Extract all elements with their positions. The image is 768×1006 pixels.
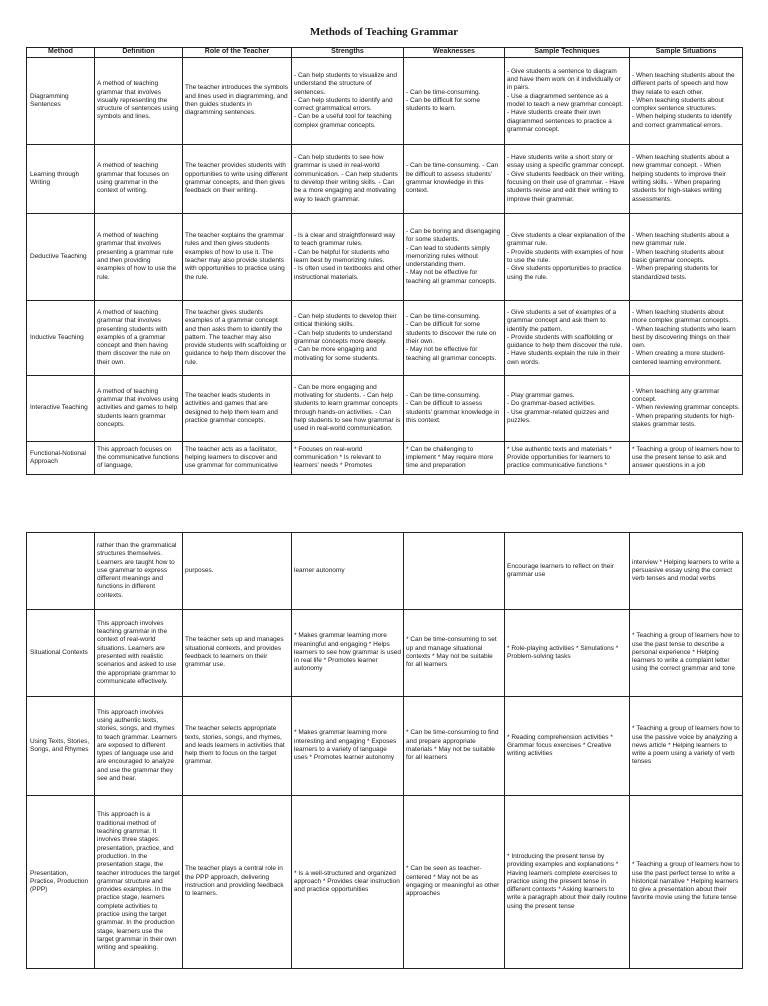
cell-text: This approach focuses on the communicative functions of language, — [97, 445, 180, 470]
cell-text: Using Texts, Stories, Songs, and Rhymes — [30, 737, 90, 753]
cell-text: * Teaching a group of learners how to use the past perfect tense to write a historical narrative * Helping learners to give a presentation about their favorite movie using the future tense — [632, 861, 740, 902]
cell-text: - Can be time-consuming. - Can be difficult to assess students' grammar knowledge in this context. — [406, 162, 499, 195]
cell-role — [183, 442, 292, 475]
cell-weaknesses — [404, 145, 505, 214]
cell-techniques — [505, 301, 630, 376]
cell-role — [183, 610, 292, 697]
cell-text: interview * Helping learners to write a persuasive essay using the correct verb tenses and modal verbs — [632, 558, 740, 583]
cell-definition — [95, 376, 183, 442]
cell-text: - Can be time-consuming. - Can be difficult to assess students' grammar knowledge in this context. — [406, 391, 500, 424]
cell-techniques — [505, 58, 630, 145]
table-row — [27, 442, 743, 475]
cell-text: - When teaching students about a new grammar concept. - When helping students to improve their writing skills. - When preparing students for high-stakes writing assessments. — [632, 154, 730, 203]
cell-text: * Teaching a group of learners how to use the passive voice by analyzing a news article * Helping learners to write a poem using a variety of verb tenses — [632, 725, 740, 766]
cell-strengths — [292, 796, 404, 969]
cell-text: The teacher explains the grammar rules and then gives students examples of how to use it. The teacher may also provide students with opportunities to practice using the rule. — [185, 232, 285, 281]
cell-situations — [630, 58, 743, 145]
header-method: Method — [27, 48, 95, 58]
cell-role — [183, 697, 292, 796]
cell-text: - Can help students to see how grammar is used in real-world communication. - Can help students to develop their writing skills. - Can be a more engaging and motivating way to teach grammar. — [294, 154, 398, 203]
table-row — [27, 610, 743, 697]
cell-text: * Role-playing activities * Simulations * Problem-solving tasks — [507, 644, 619, 660]
cell-strengths — [292, 214, 404, 301]
cell-text: - Give students a sentence to diagram and have them work on it individually or in pairs. - Use a diagrammed sentence as a model to teach a new grammar concept. - Have students create their own diagrammed sentences to practice a grammar concept. — [507, 67, 623, 133]
cell-method — [27, 58, 95, 145]
cell-techniques — [505, 442, 630, 475]
cell-text: A method of teaching grammar that involves visually representing the structure of sentences using symbols and lines. — [97, 80, 179, 121]
cell-text: The teacher plays a central role in the PPP approach, delivering instruction and providing feedback to learners. — [185, 865, 284, 898]
cell-techniques — [505, 697, 630, 796]
cell-text: * Is a well-structured and organized approach * Provides clear instruction and practice opportunities — [294, 869, 400, 894]
cell-text: rather than the grammatical structures themselves. Learners are taught how to use grammar to express different meanings and functions in different contexts. — [97, 541, 177, 599]
cell-techniques — [505, 376, 630, 442]
cell-method — [27, 145, 95, 214]
cell-text: * Can be time-consuming to find and prepare appropriate materials * May not be suitable for all learners — [406, 729, 499, 762]
cell-method — [27, 533, 95, 610]
table-row — [27, 376, 743, 442]
cell-strengths — [292, 301, 404, 376]
cell-role — [183, 145, 292, 214]
cell-method — [27, 301, 95, 376]
cell-text: - Give students a set of examples of a grammar concept and ask them to identify the pattern. - Provide students with scaffolding or guidance to help them discover the rule. - Have students explain the rule in their own words. — [507, 308, 623, 366]
cell-text: * Teaching a group of learners how to use the past tense to describe a personal experience * Helping learners to write a complaint letter using the correct grammar and tone — [632, 632, 740, 673]
cell-weaknesses — [404, 610, 505, 697]
cell-definition — [95, 610, 183, 697]
cell-weaknesses — [404, 214, 505, 301]
cell-text: - Have students write a short story or essay using a specific grammar concept. - Give students feedback on their writing, focusing on their use of grammar. - Have students revise and edit their writing to improve their grammar. — [507, 154, 625, 203]
cell-text: A method of teaching grammar that involves using activities and games to help students learn grammar concepts. — [97, 387, 179, 428]
cell-text: - Can be boring and disengaging for some students. - Can lead to students simply memorizing rules without understanding them. - May not be effective for teaching all grammar concepts. — [406, 227, 501, 285]
cell-strengths — [292, 533, 404, 610]
cell-situations — [630, 145, 743, 214]
cell-text: - Can be time-consuming. - Can be difficult for some students to learn. — [406, 88, 481, 113]
cell-weaknesses — [404, 58, 505, 145]
cell-techniques — [505, 214, 630, 301]
cell-text: - Can be more engaging and motivating for students. - Can help students to learn grammar concepts through hands-on activities. - Can help students to see how grammar is used in real-world communication. — [294, 383, 401, 433]
cell-text: Interactive Teaching — [30, 404, 88, 412]
cell-strengths — [292, 610, 404, 697]
cell-text: - When teaching students about more complex grammar concepts. - When teaching students who learn best by discovering things on their own. - When creating a more student-centered learning environment. — [632, 308, 736, 366]
document-title: Methods of Teaching Grammar — [309, 26, 459, 38]
cell-text: Learning through Writing — [30, 170, 80, 186]
cell-text: The teacher sets up and manages situational contexts, and provides feedback to learners on their grammar use. — [185, 636, 284, 669]
cell-text: A method of teaching grammar that focuses on using grammar in the context of writing. — [97, 162, 169, 195]
cell-weaknesses — [404, 533, 505, 610]
header-weaknesses: Weaknesses — [404, 48, 505, 58]
cell-method — [27, 697, 95, 796]
cell-weaknesses — [404, 376, 505, 442]
cell-text: Deductive Teaching — [30, 252, 87, 260]
cell-text: This approach is a traditional method of teaching grammar. It involves three stages: presentation, practice, and production. In the presentation stage, the teacher introduces the target grammar structure and provides examples. In the practice stage, learners complete activities to practice using the target grammar. In the production stage, learners use the target grammar in their own writing and speaking. — [97, 811, 180, 952]
table-row — [27, 301, 743, 376]
cell-definition — [95, 796, 183, 969]
table-row — [27, 58, 743, 145]
cell-text: A method of teaching grammar that involves presenting a grammar rule and then providing examples of how to use the rule. — [97, 232, 177, 281]
cell-text: * Introducing the present tense by providing examples and explanations * Having learners complete exercises to practice using the present tense in different contexts * Asking learners to write a paragraph about their daily routine using the present tense — [507, 852, 627, 910]
cell-techniques — [505, 796, 630, 969]
cell-text: The teacher selects appropriate texts, stories, songs, and rhymes, and leads learners in activities that help them to focus on the target grammar. — [185, 725, 285, 766]
cell-method — [27, 610, 95, 697]
cell-role — [183, 58, 292, 145]
header-strengths: Strengths — [292, 48, 404, 58]
cell-techniques — [505, 533, 630, 610]
cell-text: * Can be seen as teacher-centered * May not be as engaging or meaningful as other approaches — [406, 865, 500, 898]
cell-role — [183, 301, 292, 376]
cell-techniques — [505, 145, 630, 214]
cell-weaknesses — [404, 796, 505, 969]
cell-definition — [95, 442, 183, 475]
cell-text: * Can be time-consuming to set up and manage situational contexts * May not be suitable for all learners — [406, 636, 497, 669]
cell-text: Situational Contexts — [30, 648, 88, 656]
header-definition: Definition — [95, 48, 183, 58]
grammar-methods-table-part2 — [26, 532, 743, 969]
cell-text: - Can help students to develop their critical thinking skills. - Can help students to understand grammar concepts more deeply. - Can be more engaging and motivating for some students. — [294, 313, 397, 362]
cell-strengths — [292, 58, 404, 145]
cell-role — [183, 376, 292, 442]
cell-text: Encourage learners to reflect on their grammar use — [507, 562, 614, 578]
cell-text: Presentation, Practice, Production (PPP) — [30, 869, 89, 894]
cell-text: Inductive Teaching — [30, 333, 84, 341]
cell-text: learner autonomy — [294, 566, 345, 574]
cell-strengths — [292, 697, 404, 796]
cell-definition — [95, 214, 183, 301]
cell-method — [27, 214, 95, 301]
cell-role — [183, 214, 292, 301]
cell-text: * Can be challenging to implement * May require more time and preparation — [406, 445, 494, 470]
cell-definition — [95, 697, 183, 796]
cell-text: - Is a clear and straightforward way to teach grammar rules. - Can be helpful for students who learn best by memorizing rules. - Is often used in textbooks and other instructional materials. — [294, 232, 401, 281]
cell-role — [183, 533, 292, 610]
cell-situations — [630, 697, 743, 796]
cell-role — [183, 796, 292, 969]
table-row — [27, 145, 743, 214]
cell-text: - Can help students to visualize and understand the structure of sentences. - Can help students to identify and correct grammatical errors. - Can be a useful tool for teaching complex grammar concepts. — [294, 71, 397, 129]
cell-text: purposes. — [185, 566, 214, 574]
cell-techniques — [505, 610, 630, 697]
cell-situations — [630, 214, 743, 301]
grammar-methods-table-part1 — [26, 47, 743, 475]
cell-situations — [630, 610, 743, 697]
header-role: Role of the Teacher — [183, 48, 292, 58]
cell-text: The teacher gives students examples of a grammar concept and then asks them to identify the pattern. The teacher may also provide students with scaffolding or guidance to help them discover the rule. — [185, 308, 287, 366]
cell-weaknesses — [404, 301, 505, 376]
cell-strengths — [292, 376, 404, 442]
cell-text: Functional-Notional Approach — [30, 449, 87, 465]
cell-text: * Makes grammar learning more interesting and engaging * Exposes learners to a variety of language uses * Promotes learner autonomy — [294, 729, 397, 762]
cell-text: Diagramming Sentences — [30, 92, 69, 108]
cell-text: * Teaching a group of learners how to use the present tense to ask and answer questions in a job — [632, 445, 740, 470]
cell-method — [27, 796, 95, 969]
cell-situations — [630, 376, 743, 442]
cell-text: * Reading comprehension activities * Grammar focus exercises * Creative writing activities — [507, 733, 613, 758]
cell-definition — [95, 145, 183, 214]
cell-situations — [630, 301, 743, 376]
table-row — [27, 533, 743, 610]
cell-weaknesses — [404, 697, 505, 796]
cell-text: - Can be time-consuming. - Can be difficult for some students to discover the rule on their own. - May not be effective for teaching all grammar concepts. — [406, 313, 497, 362]
cell-method — [27, 376, 95, 442]
table-row — [27, 796, 743, 969]
cell-strengths — [292, 145, 404, 214]
cell-strengths — [292, 442, 404, 475]
cell-text: * Focuses on real-world communication * Is relevant to learners' needs * Promotes — [294, 445, 382, 470]
cell-situations — [630, 796, 743, 969]
cell-situations — [630, 442, 743, 475]
cell-text: A method of teaching grammar that involves presenting students with examples of a grammar concept and then having them discover the rule on their own. — [97, 308, 170, 366]
table-header-row — [27, 48, 743, 58]
cell-text: - When teaching students about the different parts of speech and how they relate to each other. - When teaching students about complex sentence structures. - When helping students to identify and correct grammatical errors. — [632, 71, 735, 129]
cell-text: - When teaching students about a new grammar rule. - When teaching students about basic grammar concepts. - When preparing students for standardized tests. — [632, 232, 730, 281]
cell-text: - Give students a clear explanation of the grammar rule. - Provide students with examples of how to use the rule. - Give students opportunities to practice using the rule. — [507, 232, 626, 281]
cell-text: This approach involves teaching grammar in the context of real-world situations. Learners are presented with realistic scenarios and asked to use the appropriate grammar to communicate effectively. — [97, 619, 177, 685]
cell-text: This approach involves using authentic texts, stories, songs, and rhymes to teach grammar. Learners are exposed to different types of language use and are encouraged to analyze and use the grammar they see and hear. — [97, 708, 177, 783]
table-row — [27, 214, 743, 301]
cell-text: The teacher provides students with opportunities to write using different grammar concepts, and then gives feedback on their writing. — [185, 162, 288, 195]
cell-definition — [95, 533, 183, 610]
cell-text: - When teaching any grammar concept. - When reviewing grammar concepts. - When preparing students for high-stakes grammar tests. — [632, 387, 740, 428]
cell-situations — [630, 533, 743, 610]
cell-weaknesses — [404, 442, 505, 475]
cell-text: * Use authentic texts and materials * Provide opportunities for learners to practice communicative functions * — [507, 445, 612, 470]
table-row — [27, 697, 743, 796]
cell-definition — [95, 301, 183, 376]
cell-text: The teacher acts as a facilitator, helping learners to discover and use grammar for communicative — [185, 445, 278, 470]
cell-text: * Makes grammar learning more meaningful and engaging * Helps learners to see how grammar is used in real life * Promotes learner autonomy — [294, 632, 401, 673]
cell-text: The teacher introduces the symbols and lines used in diagramming, and then guides students in diagramming sentences. — [185, 84, 288, 117]
header-techniques: Sample Techniques — [505, 48, 630, 58]
cell-text: The teacher leads students in activities and games that are designed to help them learn and practice grammar concepts. — [185, 391, 278, 424]
cell-text: - Play grammar games. - Do grammar-based activities. - Use grammar-related quizzes and puzzles. — [507, 391, 609, 424]
header-situations: Sample Situations — [630, 48, 743, 58]
cell-definition — [95, 58, 183, 145]
cell-method — [27, 442, 95, 475]
